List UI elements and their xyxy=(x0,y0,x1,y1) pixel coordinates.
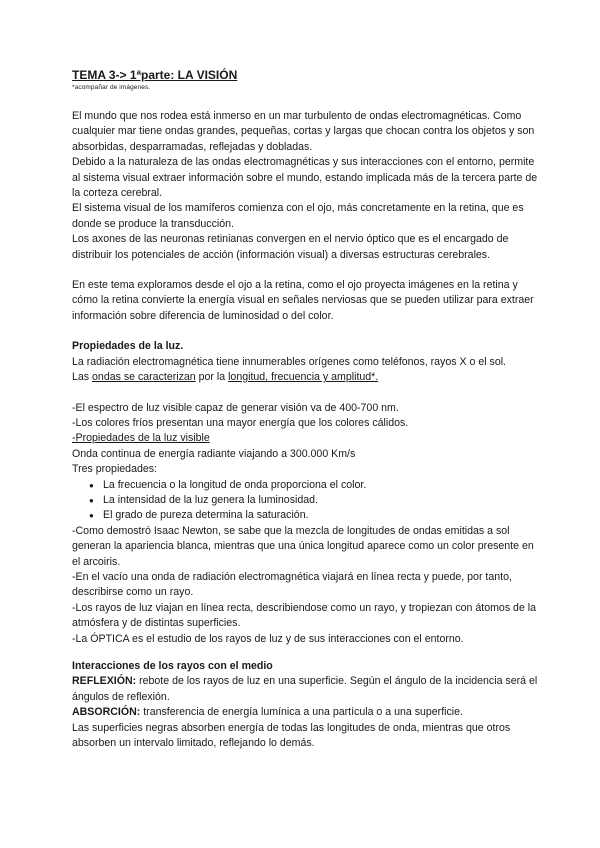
wave-line-underlined-2: longitud, frecuencia y amplitud*. xyxy=(228,371,379,384)
optics-paragraph: -La ÓPTICA es el estudio de los rayos de luz y de sus interacciones con el entorno. xyxy=(72,632,464,645)
absorption-text: transferencia de energía lumínica a una partícula o a una superficie. xyxy=(140,706,463,719)
wave-line-middle: por la xyxy=(195,371,229,384)
absorption-label: ABSORCIÓN: xyxy=(72,706,141,719)
document-title: TEMA 3-> 1ªparte: LA VISIÓN xyxy=(72,68,238,82)
three-properties-line: Tres propiedades: xyxy=(72,463,157,476)
rays-paragraph: -Los rayos de luz viajan en línea recta, describiendose como un rayo, y tropiezan con átomos de la atmósfera y de distintas superficies. xyxy=(72,601,537,630)
wave-line-prefix: Las xyxy=(72,371,93,384)
intro-paragraph-1: El mundo que nos rodea está inmerso en un mar turbulento de ondas electromagnéticas. Como cualquier mar tiene ondas grandes, pequeñas, cortas y largas que chocan contra los objetos y son absorbidas, desparramadas, reflejadas y dobladas. xyxy=(72,110,535,153)
cold-colors-line: -Los colores fríos presentan una mayor energía que los colores cálidos. xyxy=(72,416,409,429)
visible-light-properties-heading: -Propiedades de la luz visible xyxy=(72,432,210,445)
intro-paragraph-2: Debido a la naturaleza de las ondas electromagnéticas y sus interacciones con el entorno, permite al sistema visual extraer información sobre el mundo, estando implicada más de la tercera parte de la corteza cerebral. xyxy=(72,156,538,200)
list-item: ● La intensidad de la luz genera la luminosidad. xyxy=(72,493,542,508)
list-item: ● La frecuencia o la longitud de onda proporciona el color. xyxy=(72,478,542,493)
document-page xyxy=(72,68,542,751)
spectrum-line: -El espectro de luz visible capaz de generar visión va de 400-700 nm. xyxy=(72,401,399,414)
intro-paragraph-4: Los axones de las neuronas retinianas convergen en el nervio óptico que es el encargado de distribuir los potenciales de acción (información visual) a diversas estructuras cerebrales. xyxy=(72,233,509,261)
newton-paragraph: -Como demostró Isaac Newton, se sabe que la mezcla de longitudes de ondas emitidas a sol generan la apariencia blanca, mientras que una única longitud aparece como un color presente en el arcoiris. xyxy=(72,524,534,568)
wave-line-underlined-1: ondas se caracterizan xyxy=(92,371,196,384)
wave-characteristics-line xyxy=(72,370,542,385)
vacuum-paragraph: -En el vacío una onda de radiación electromagnética viajará en línea recta y puede, por tanto, describirse como un rayo. xyxy=(72,570,512,599)
continuous-wave-line: Onda continua de energía radiante viajando a 300.000 Km/s xyxy=(72,447,356,460)
list-item: ● El grado de pureza determina la saturación. xyxy=(72,508,542,523)
intro-paragraph-3: El sistema visual de los mamíferos comienza con el ojo, más concretamente en la retina, que es donde se produce la transducción. xyxy=(72,202,524,230)
reflection-paragraph xyxy=(72,674,542,705)
document-subtitle-note: *acompañar de imágenes. xyxy=(72,84,151,91)
reflection-label: REFLEXIÓN: xyxy=(72,675,137,688)
section-heading-ray-interactions: Interacciones de los rayos con el medio xyxy=(72,660,273,672)
explore-paragraph: En este tema exploramos desde el ojo a la retina, como el ojo proyecta imágenes en la retina y cómo la retina convierte la energía visual en señales nerviosas que se pueden utilizar para extraer información sobre diferencia de luminosidad o del color. xyxy=(72,279,534,322)
radiation-origins-line: La radiación electromagnética tiene innumerables orígenes como teléfonos, rayos X o el sol. xyxy=(72,355,507,368)
properties-bullet-list xyxy=(72,478,542,524)
black-surfaces-paragraph: Las superficies negras absorben energía de todas las longitudes de onda, mientras que otros absorben un intervalo limitado, reflejando lo demás. xyxy=(72,721,511,750)
reflection-text: rebote de los rayos de luz en una superficie. Según el ángulo de la incidencia será el ángulos de reflexión. xyxy=(72,675,538,703)
absorption-paragraph xyxy=(72,705,542,720)
section-heading-light-properties: Propiedades de la luz. xyxy=(72,340,184,353)
